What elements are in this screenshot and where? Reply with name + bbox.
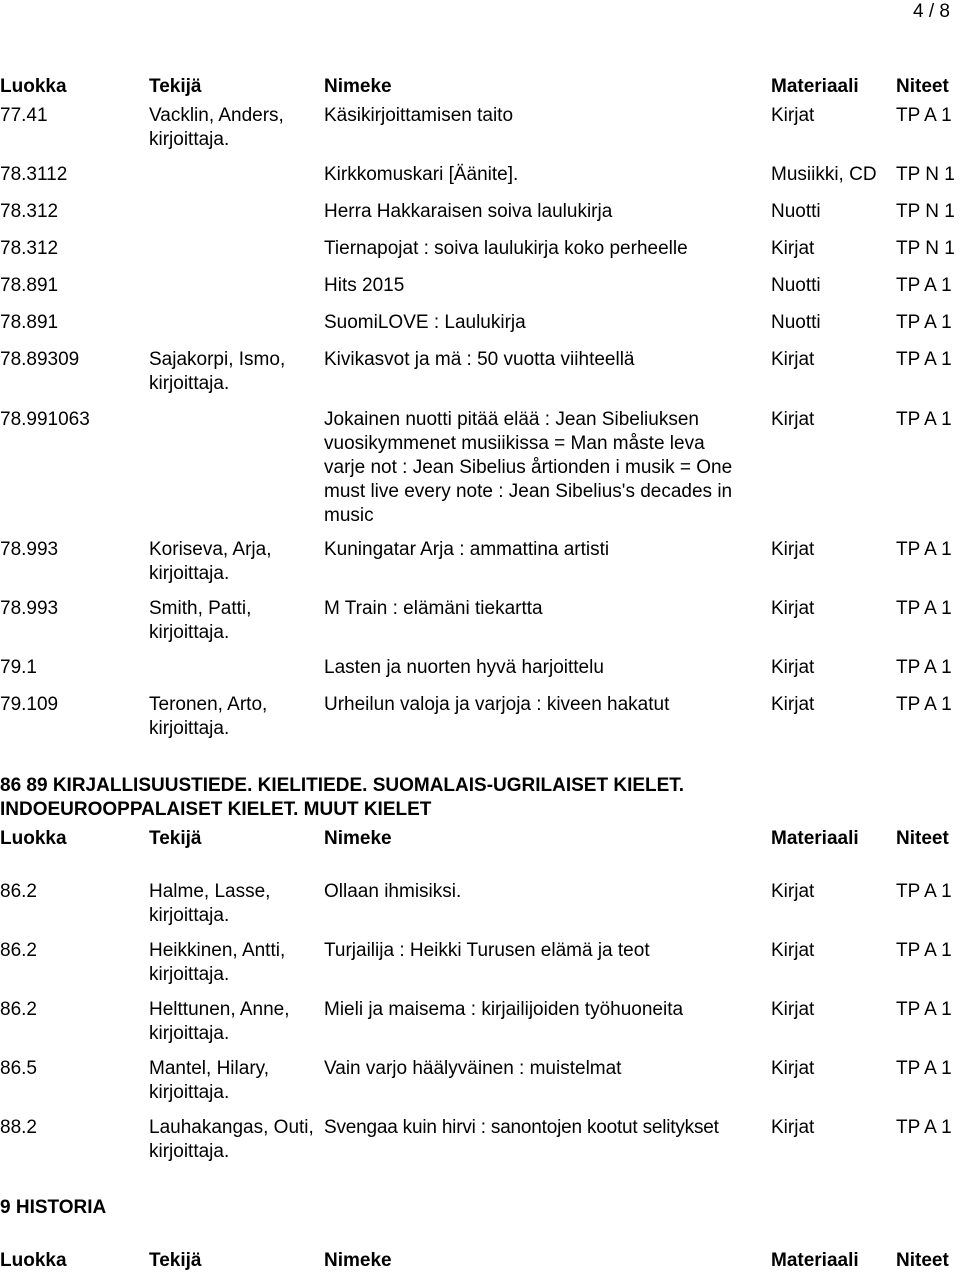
table-row [0,348,960,394]
header-notes: Niteet [896,76,949,97]
author-cell: Teronen, Arto, kirjoittaja. [149,694,268,739]
table-row [0,200,960,224]
header-class: Luokka [0,76,67,97]
title-cell: Turjailija : Heikki Turusen elämä ja teot [324,940,650,961]
class-cell: 78.891 [0,312,59,333]
header-title: Nimeke [324,828,392,849]
table-row [0,408,960,526]
table-row [0,998,960,1044]
header-material: Materiaali [771,76,859,97]
notes-cell: TP A 1 [896,999,952,1020]
header-notes: Niteet [896,1250,949,1271]
material-cell: Kirjat [771,349,815,370]
title-cell: Mieli ja maisema : kirjailijoiden työhuoneita [324,999,684,1020]
notes-cell: TP A 1 [896,409,952,430]
notes-cell: TP A 1 [896,349,952,370]
header-author: Tekijä [149,76,202,97]
material-cell: Kirjat [771,409,815,430]
table-row [0,311,960,335]
table-row [0,1057,960,1103]
title-cell: Urheilun valoja ja varjoja : kiveen hakatut [324,694,670,715]
title-cell: Svengaa kuin hirvi : sanontojen kootut selitykset [324,1117,719,1138]
material-cell: Kirjat [771,1117,815,1138]
title-cell: SuomiLOVE : Laulukirja [324,312,526,333]
table-row [0,1116,960,1162]
class-cell: 86.2 [0,999,37,1020]
header-material: Materiaali [771,1250,859,1271]
class-cell: 78.891 [0,275,59,296]
material-cell: Kirjat [771,657,815,678]
material-cell: Kirjat [771,694,815,715]
material-cell: Nuotti [771,201,821,222]
header-notes: Niteet [896,828,949,849]
table-row [0,274,960,298]
class-cell: 79.1 [0,657,37,678]
title-cell: Kirkkomuskari [Äänite]. [324,164,519,185]
page-number: 4 / 8 [913,1,950,22]
class-cell: 77.41 [0,105,48,126]
class-cell: 86.5 [0,1058,37,1079]
author-cell: Smith, Patti, kirjoittaja. [149,598,252,643]
header-material: Materiaali [771,828,859,849]
title-cell: Vain varjo häälyväinen : muistelmat [324,1058,622,1079]
class-cell: 86.2 [0,881,37,902]
class-cell: 78.3112 [0,164,68,185]
material-cell: Kirjat [771,105,815,126]
material-cell: Kirjat [771,881,815,902]
table-header [0,827,960,851]
table-row [0,104,960,150]
table-row [0,597,960,643]
notes-cell: TP N 1 [896,238,955,259]
material-cell: Kirjat [771,940,815,961]
material-cell: Kirjat [771,598,815,619]
class-cell: 78.993 [0,539,59,560]
title-cell: Tiernapojat : soiva laulukirja koko perheelle [324,238,688,259]
title-cell: Kivikasvot ja mä : 50 vuotta viihteellä [324,349,635,370]
header-class: Luokka [0,1250,67,1271]
notes-cell: TP A 1 [896,881,952,902]
author-cell: Sajakorpi, Ismo, kirjoittaja. [149,349,286,394]
section-title-history: 9 HISTORIA [0,1197,107,1218]
table-row [0,880,960,926]
title-cell: Käsikirjoittamisen taito [324,105,514,126]
title-cell: Lasten ja nuorten hyvä harjoittelu [324,657,604,678]
notes-cell: TP A 1 [896,694,952,715]
class-cell: 88.2 [0,1117,37,1138]
notes-cell: TP N 1 [896,201,955,222]
notes-cell: TP A 1 [896,940,952,961]
title-cell: Jokainen nuotti pitää elää : Jean Sibeliuksen vuosikymmenet musiikissa = Man måste leva varje not : Jean Sibelius årtionden i musik = One must live every note : Jean Sibelius's decades in music [324,409,733,526]
section-title-line: INDOEUROOPPALAISET KIELET. MUUT KIELET [0,799,432,820]
class-cell: 78.89309 [0,349,80,370]
header-author: Tekijä [149,1250,202,1271]
title-cell: M Train : elämäni tiekartta [324,598,543,619]
notes-cell: TP A 1 [896,312,952,333]
notes-cell: TP A 1 [896,105,952,126]
header-title: Nimeke [324,1250,392,1271]
title-cell: Kuningatar Arja : ammattina artisti [324,539,610,560]
title-cell: Herra Hakkaraisen soiva laulukirja [324,201,613,222]
table-header [0,1249,960,1273]
class-cell: 78.312 [0,238,59,259]
author-cell: Helttunen, Anne, kirjoittaja. [149,999,290,1044]
table-row [0,237,960,261]
notes-cell: TP A 1 [896,275,952,296]
material-cell: Kirjat [771,999,815,1020]
table-header [0,75,960,99]
notes-cell: TP A 1 [896,1117,952,1138]
material-cell: Musiikki, CD [771,164,877,185]
class-cell: 78.991063 [0,409,90,430]
header-class: Luokka [0,828,67,849]
author-cell: Lauhakangas, Outi, kirjoittaja. [149,1117,314,1162]
title-cell: Ollaan ihmisiksi. [324,881,462,902]
header-title: Nimeke [324,76,392,97]
material-cell: Kirjat [771,1058,815,1079]
author-cell: Heikkinen, Antti, kirjoittaja. [149,940,286,985]
class-cell: 79.109 [0,694,59,715]
notes-cell: TP N 1 [896,164,955,185]
table-row [0,538,960,584]
author-cell: Koriseva, Arja, kirjoittaja. [149,539,272,584]
notes-cell: TP A 1 [896,657,952,678]
author-cell: Vacklin, Anders, kirjoittaja. [149,105,284,150]
section-title-line: 86 89 KIRJALLISUUSTIEDE. KIELITIEDE. SUOMALAIS-UGRILAISET KIELET. [0,775,685,796]
header-author: Tekijä [149,828,202,849]
table-row [0,939,960,985]
class-cell: 86.2 [0,940,37,961]
notes-cell: TP A 1 [896,539,952,560]
material-cell: Kirjat [771,539,815,560]
author-cell: Halme, Lasse, kirjoittaja. [149,881,271,926]
class-cell: 78.993 [0,598,59,619]
table-row [0,693,960,739]
notes-cell: TP A 1 [896,598,952,619]
material-cell: Nuotti [771,312,821,333]
notes-cell: TP A 1 [896,1058,952,1079]
material-cell: Kirjat [771,238,815,259]
title-cell: Hits 2015 [324,275,405,296]
class-cell: 78.312 [0,201,59,222]
section-title-literature [0,774,960,822]
table-row [0,163,960,187]
material-cell: Nuotti [771,275,821,296]
author-cell: Mantel, Hilary, kirjoittaja. [149,1058,270,1103]
table-row [0,656,960,680]
